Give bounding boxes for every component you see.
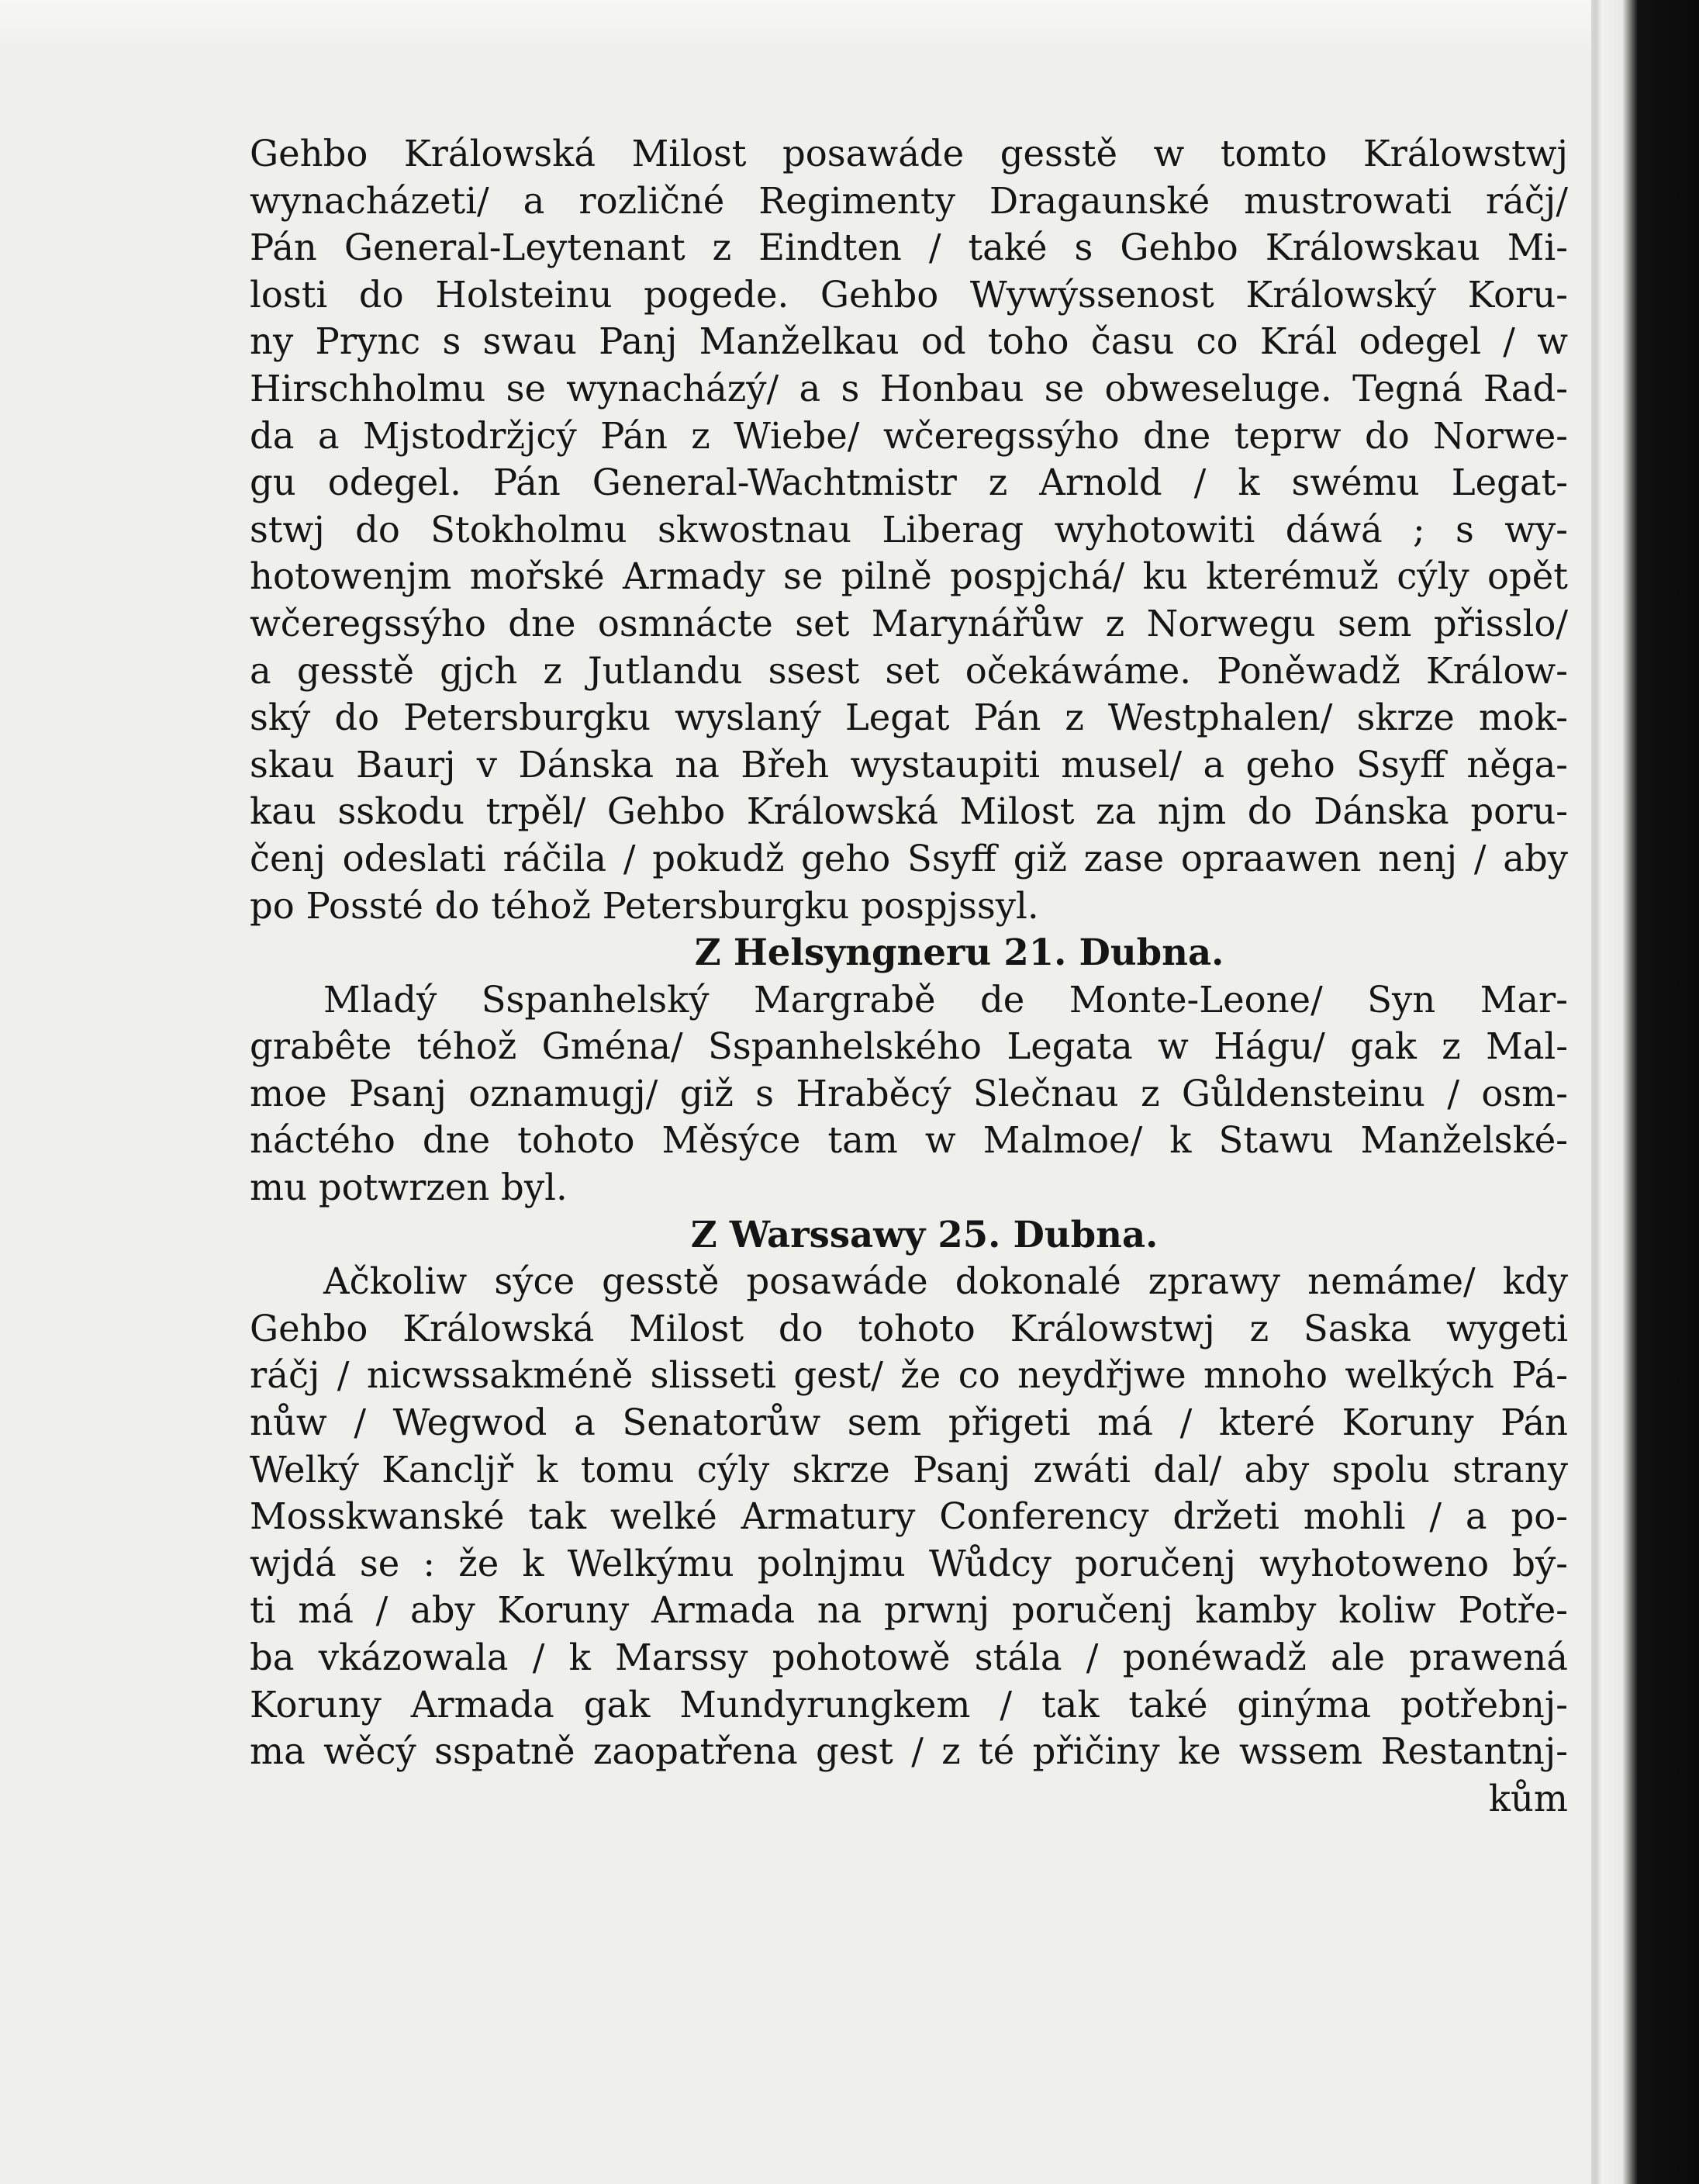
- text-line: Gehbo Králowská Milost posawáde gesstě w tomto Králowstwj: [250, 133, 1568, 175]
- section-heading: Z Helsyngneru 21. Dubna.: [694, 931, 1224, 974]
- text-line: Gehbo Králowská Milost do tohoto Králowstwj z Saska wygeti: [250, 1307, 1568, 1349]
- text-line: Hirschholmu se wynacházý/ a s Honbau se obweseluge. Tegná Rad-: [250, 367, 1568, 410]
- text-line: ti má / aby Koruny Armada na prwnj poručenj kamby koliw Potře-: [250, 1589, 1568, 1632]
- text-line: hotowenjm mořské Armady se pilně pospjchá/ ku kterémuž cýly opět: [250, 555, 1568, 598]
- text-line: ny Prync s swau Panj Manželkau od toho času co Král odegel / w: [250, 320, 1568, 363]
- text-line: po Possté do téhož Petersburgku pospjssyl.: [250, 884, 1039, 927]
- text-line: ráčj / nicwssakméně slisseti gest/ že co neydřjwe mnoho welkých Pá-: [250, 1354, 1568, 1397]
- page-top-margin: [0, 0, 1591, 54]
- text-line: stwj do Stokholmu skwostnau Liberag wyhotowiti dáwá ; s wy-: [250, 508, 1568, 551]
- text-line: moe Psanj oznamugj/ giž s Hraběcý Slečnau z Gůldensteinu / osm-: [250, 1072, 1568, 1114]
- text-line: a gesstě gjch z Jutlandu ssest set očekáwáme. Poněwadž Králow-: [250, 649, 1568, 692]
- text-line: Koruny Armada gak Mundyrungkem / tak také ginýma potřebnj-: [250, 1683, 1568, 1726]
- text-line: Mosskwanské tak welké Armatury Conferency držeti mohli / a po-: [250, 1495, 1568, 1538]
- text-line: Pán General-Leytenant z Eindten / také s Gehbo Králowskau Mi-: [250, 226, 1568, 269]
- text-line: nůw / Wegwod a Senatorůw sem přigeti má / které Koruny Pán: [250, 1401, 1568, 1444]
- text-line: grabête téhož Gména/ Sspanhelského Legata w Hágu/ gak z Mal-: [250, 1025, 1568, 1068]
- catchword: kům: [1488, 1777, 1568, 1819]
- text-line: mu potwrzen byl.: [250, 1166, 568, 1209]
- section-heading: Z Warssawy 25. Dubna.: [690, 1212, 1159, 1256]
- text-line: wčeregssýho dne osmnácte set Marynářůw z Norwegu sem přisslo/: [250, 602, 1568, 644]
- text-line: wynacházeti/ a rozličné Regimenty Dragaunské mustrowati ráčj/: [250, 179, 1568, 222]
- text-line: kau sskodu trpěl/ Gehbo Králowská Milost za njm do Dánska poru-: [250, 790, 1568, 833]
- text-line: da a Mjstodržjcý Pán z Wiebe/ wčeregssýho dne teprw do Norwe-: [250, 414, 1568, 457]
- text-line: ma wěcý sspatně zaopatřena gest / z té přičiny ke wssem Restantnj-: [250, 1730, 1568, 1773]
- text-line: Mladý Sspanhelský Margrabě de Monte-Leone/ Syn Mar-: [323, 978, 1568, 1021]
- text-line: skau Baurj v Dánska na Břeh wystaupiti musel/ a geho Ssyff něga-: [250, 743, 1568, 786]
- text-line: Welký Kancljř k tomu cýly skrze Psanj zwáti dal/ aby spolu strany: [250, 1448, 1568, 1491]
- text-line: wjdá se : že k Welkýmu polnjmu Wůdcy poručenj wyhotoweno bý-: [250, 1542, 1568, 1584]
- page-edge-right: [1591, 0, 1699, 2184]
- text-line: gu odegel. Pán General-Wachtmistr z Arnold / k swému Legat-: [250, 461, 1568, 504]
- text-line: ba vkázowala / k Marssy pohotowě stála / ponéwadž ale prawená: [250, 1636, 1568, 1678]
- body-text: [250, 130, 1568, 1822]
- text-line: losti do Holsteinu pogede. Gehbo Wywýssenost Králowský Koru-: [250, 273, 1568, 316]
- text-line: ský do Petersburgku wyslaný Legat Pán z Westphalen/ skrze mok-: [250, 696, 1568, 739]
- text-line: čenj odeslati ráčila / pokudž geho Ssyff giž zase opraawen nenj / aby: [250, 837, 1568, 879]
- text-line: náctého dne tohoto Měsýce tam w Malmoe/ k Stawu Manželské-: [250, 1119, 1568, 1162]
- text-line: Ačkoliw sýce gesstě posawáde dokonalé zprawy nemáme/ kdy: [323, 1260, 1568, 1303]
